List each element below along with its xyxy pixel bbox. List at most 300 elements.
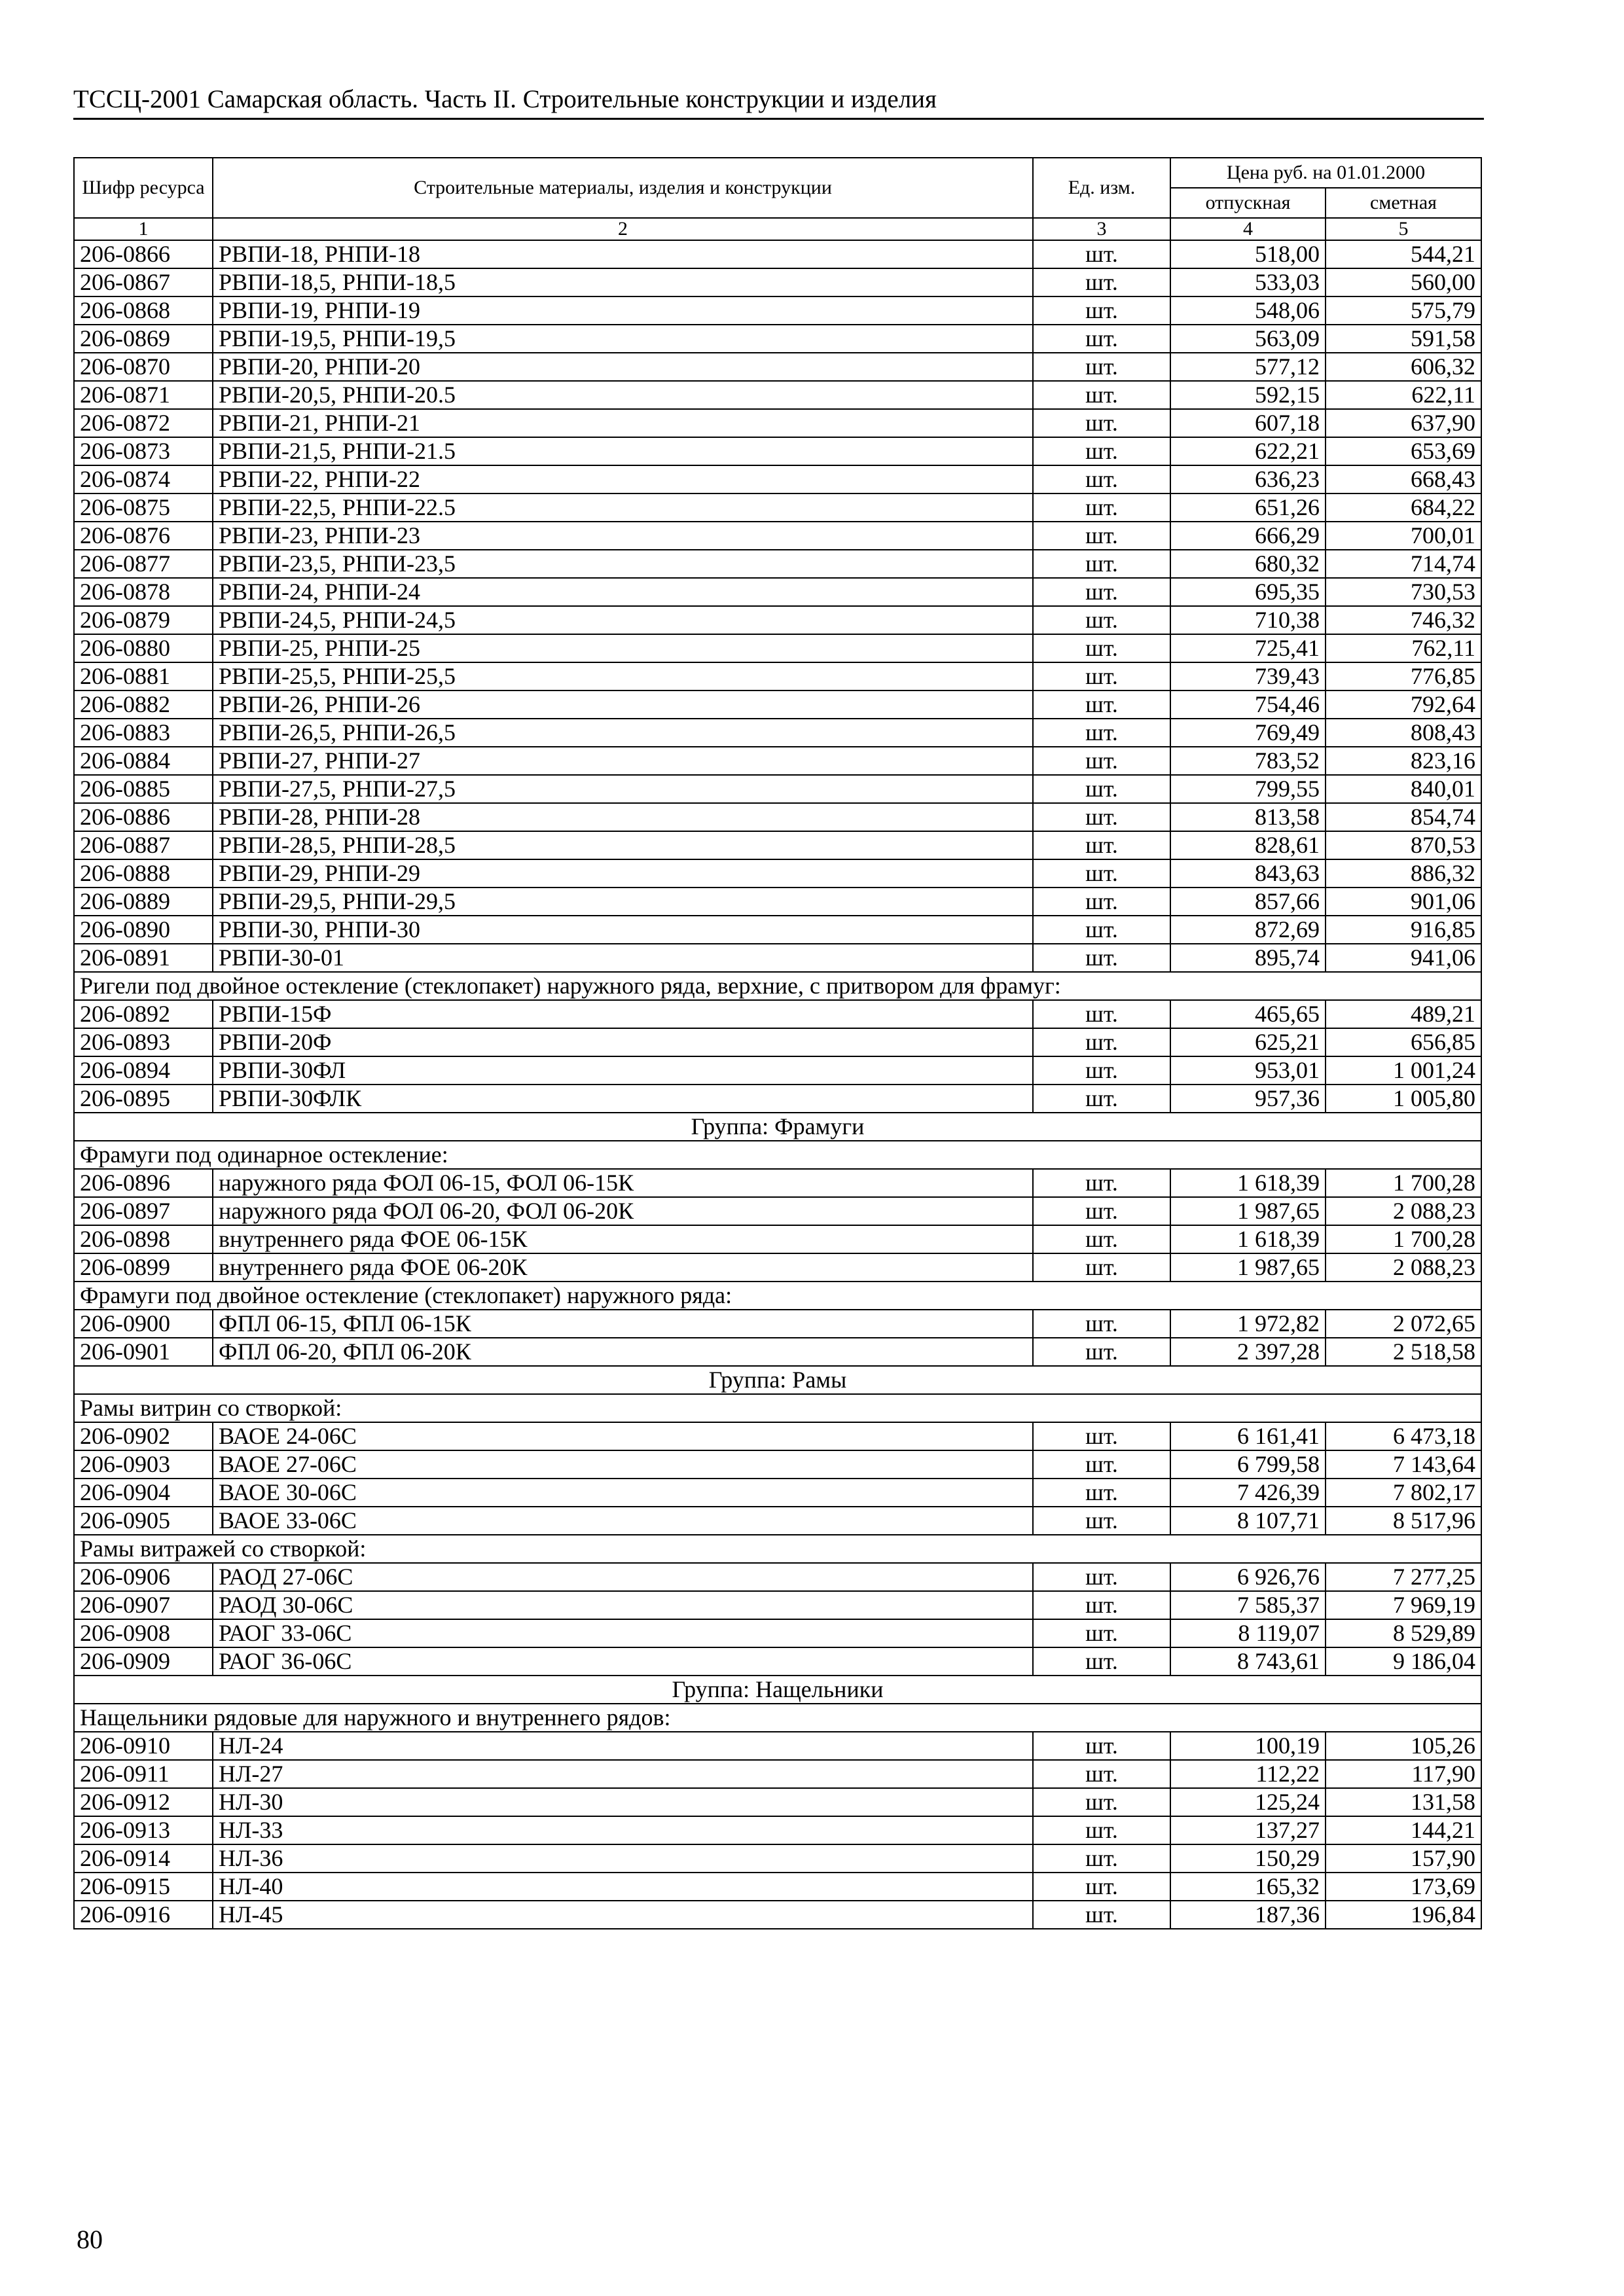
- header-release-price: отпускная: [1170, 188, 1326, 218]
- item-name-cell: РВПИ-25,5, РНПИ-25,5: [213, 662, 1033, 691]
- table-row: [74, 1732, 1481, 1760]
- item-name-cell: НЛ-24: [213, 1732, 1033, 1760]
- estimate-price-cell: 591,58: [1326, 325, 1481, 353]
- release-price-cell: 622,21: [1170, 437, 1326, 465]
- release-price-cell: 799,55: [1170, 775, 1326, 803]
- table-row: [74, 409, 1481, 437]
- estimate-price-cell: 7 802,17: [1326, 1479, 1481, 1507]
- table-row: [74, 1507, 1481, 1535]
- resource-code-cell: 206-0879: [74, 606, 213, 634]
- unit-cell: шт.: [1033, 437, 1170, 465]
- resource-code-cell: 206-0891: [74, 944, 213, 972]
- table-row: [74, 325, 1481, 353]
- release-price-cell: 710,38: [1170, 606, 1326, 634]
- table-row: [74, 634, 1481, 662]
- item-name-cell: наружного ряда ФОЛ 06-15, ФОЛ 06-15К: [213, 1169, 1033, 1197]
- unit-cell: шт.: [1033, 240, 1170, 268]
- release-price-cell: 1 618,39: [1170, 1169, 1326, 1197]
- resource-code-cell: 206-0882: [74, 691, 213, 719]
- resource-code-cell: 206-0916: [74, 1901, 213, 1929]
- unit-cell: шт.: [1033, 1056, 1170, 1085]
- item-name-cell: РВПИ-21,5, РНПИ-21.5: [213, 437, 1033, 465]
- unit-cell: шт.: [1033, 550, 1170, 578]
- estimate-price-cell: 131,58: [1326, 1788, 1481, 1816]
- release-price-cell: 577,12: [1170, 353, 1326, 381]
- unit-cell: шт.: [1033, 1000, 1170, 1028]
- release-price-cell: 592,15: [1170, 381, 1326, 409]
- group-header-row: [74, 1366, 1481, 1394]
- group-title: Группа: Нащельники: [74, 1676, 1481, 1704]
- unit-cell: шт.: [1033, 1450, 1170, 1479]
- unit-cell: шт.: [1033, 1591, 1170, 1619]
- item-name-cell: РАОД 27-06С: [213, 1563, 1033, 1591]
- unit-cell: шт.: [1033, 1816, 1170, 1844]
- resource-code-cell: 206-0909: [74, 1647, 213, 1676]
- unit-cell: шт.: [1033, 268, 1170, 296]
- release-price-cell: 100,19: [1170, 1732, 1326, 1760]
- table-row: [74, 1056, 1481, 1085]
- resource-code-cell: 206-0878: [74, 578, 213, 606]
- unit-cell: шт.: [1033, 775, 1170, 803]
- release-price-cell: 813,58: [1170, 803, 1326, 831]
- unit-cell: шт.: [1033, 409, 1170, 437]
- estimate-price-cell: 776,85: [1326, 662, 1481, 691]
- release-price-cell: 165,32: [1170, 1873, 1326, 1901]
- release-price-cell: 8 743,61: [1170, 1647, 1326, 1676]
- table-row: [74, 268, 1481, 296]
- release-price-cell: 769,49: [1170, 719, 1326, 747]
- table-row: [74, 747, 1481, 775]
- table-body: [74, 240, 1481, 1929]
- item-name-cell: РВПИ-19, РНПИ-19: [213, 296, 1033, 325]
- resource-code-cell: 206-0888: [74, 859, 213, 888]
- unit-cell: шт.: [1033, 859, 1170, 888]
- group-title: Группа: Рамы: [74, 1366, 1481, 1394]
- table-row: [74, 1197, 1481, 1225]
- item-name-cell: ВАОЕ 24-06С: [213, 1422, 1033, 1450]
- release-price-cell: 1 972,82: [1170, 1310, 1326, 1338]
- resource-code-cell: 206-0884: [74, 747, 213, 775]
- release-price-cell: 895,74: [1170, 944, 1326, 972]
- item-name-cell: РВПИ-26,5, РНПИ-26,5: [213, 719, 1033, 747]
- resource-code-cell: 206-0872: [74, 409, 213, 437]
- estimate-price-cell: 823,16: [1326, 747, 1481, 775]
- table-row: [74, 1901, 1481, 1929]
- subsection-title: Ригели под двойное остекление (стеклопакет) наружного ряда, верхние, с притвором для фрамуг:: [74, 972, 1481, 1000]
- resource-code-cell: 206-0877: [74, 550, 213, 578]
- table-row: [74, 803, 1481, 831]
- resource-code-cell: 206-0894: [74, 1056, 213, 1085]
- subsection-row: [74, 1394, 1481, 1422]
- estimate-price-cell: 105,26: [1326, 1732, 1481, 1760]
- release-price-cell: 651,26: [1170, 493, 1326, 522]
- release-price-cell: 953,01: [1170, 1056, 1326, 1085]
- resource-code-cell: 206-0913: [74, 1816, 213, 1844]
- item-name-cell: ФПЛ 06-20, ФПЛ 06-20К: [213, 1338, 1033, 1366]
- unit-cell: шт.: [1033, 493, 1170, 522]
- unit-cell: шт.: [1033, 1901, 1170, 1929]
- unit-cell: шт.: [1033, 522, 1170, 550]
- estimate-price-cell: 1 700,28: [1326, 1225, 1481, 1253]
- estimate-price-cell: 575,79: [1326, 296, 1481, 325]
- item-name-cell: РВПИ-22,5, РНПИ-22.5: [213, 493, 1033, 522]
- resource-code-cell: 206-0897: [74, 1197, 213, 1225]
- resource-code-cell: 206-0880: [74, 634, 213, 662]
- release-price-cell: 680,32: [1170, 550, 1326, 578]
- unit-cell: шт.: [1033, 1225, 1170, 1253]
- item-name-cell: РВПИ-20,5, РНПИ-20.5: [213, 381, 1033, 409]
- item-name-cell: внутреннего ряда ФОЕ 06-15К: [213, 1225, 1033, 1253]
- resource-code-cell: 206-0885: [74, 775, 213, 803]
- table-row: [74, 1000, 1481, 1028]
- release-price-cell: 725,41: [1170, 634, 1326, 662]
- unit-cell: шт.: [1033, 1028, 1170, 1056]
- header-price-group: Цена руб. на 01.01.2000: [1170, 158, 1481, 188]
- estimate-price-cell: 196,84: [1326, 1901, 1481, 1929]
- item-name-cell: РВПИ-28, РНПИ-28: [213, 803, 1033, 831]
- release-price-cell: 843,63: [1170, 859, 1326, 888]
- estimate-price-cell: 6 473,18: [1326, 1422, 1481, 1450]
- estimate-price-cell: 622,11: [1326, 381, 1481, 409]
- release-price-cell: 6 799,58: [1170, 1450, 1326, 1479]
- unit-cell: шт.: [1033, 1619, 1170, 1647]
- resource-code-cell: 206-0870: [74, 353, 213, 381]
- unit-cell: шт.: [1033, 1085, 1170, 1113]
- item-name-cell: НЛ-27: [213, 1760, 1033, 1788]
- release-price-cell: 828,61: [1170, 831, 1326, 859]
- unit-cell: шт.: [1033, 1647, 1170, 1676]
- resource-code-cell: 206-0868: [74, 296, 213, 325]
- resource-code-cell: 206-0908: [74, 1619, 213, 1647]
- release-price-cell: 548,06: [1170, 296, 1326, 325]
- subsection-title: Нащельники рядовые для наружного и внутреннего рядов:: [74, 1704, 1481, 1732]
- release-price-cell: 872,69: [1170, 916, 1326, 944]
- subsection-row: [74, 972, 1481, 1000]
- release-price-cell: 465,65: [1170, 1000, 1326, 1028]
- item-name-cell: РВПИ-27, РНПИ-27: [213, 747, 1033, 775]
- estimate-price-cell: 653,69: [1326, 437, 1481, 465]
- estimate-price-cell: 656,85: [1326, 1028, 1481, 1056]
- estimate-price-cell: 2 072,65: [1326, 1310, 1481, 1338]
- estimate-price-cell: 489,21: [1326, 1000, 1481, 1028]
- estimate-price-cell: 1 001,24: [1326, 1056, 1481, 1085]
- estimate-price-cell: 916,85: [1326, 916, 1481, 944]
- table-row: [74, 1450, 1481, 1479]
- release-price-cell: 137,27: [1170, 1816, 1326, 1844]
- table-row: [74, 1816, 1481, 1844]
- release-price-cell: 695,35: [1170, 578, 1326, 606]
- table-row: [74, 381, 1481, 409]
- resource-code-cell: 206-0904: [74, 1479, 213, 1507]
- subsection-title: Рамы витрин со створкой:: [74, 1394, 1481, 1422]
- release-price-cell: 125,24: [1170, 1788, 1326, 1816]
- item-name-cell: РВПИ-25, РНПИ-25: [213, 634, 1033, 662]
- release-price-cell: 6 161,41: [1170, 1422, 1326, 1450]
- table-row: [74, 1253, 1481, 1282]
- resource-code-cell: 206-0869: [74, 325, 213, 353]
- table-row: [74, 240, 1481, 268]
- estimate-price-cell: 9 186,04: [1326, 1647, 1481, 1676]
- column-number: 1: [74, 218, 213, 240]
- estimate-price-cell: 8 517,96: [1326, 1507, 1481, 1535]
- resource-code-cell: 206-0887: [74, 831, 213, 859]
- release-price-cell: 625,21: [1170, 1028, 1326, 1056]
- unit-cell: шт.: [1033, 1844, 1170, 1873]
- table-row: [74, 1169, 1481, 1197]
- unit-cell: шт.: [1033, 634, 1170, 662]
- unit-cell: шт.: [1033, 803, 1170, 831]
- table-row: [74, 578, 1481, 606]
- table-row: [74, 437, 1481, 465]
- estimate-price-cell: 606,32: [1326, 353, 1481, 381]
- item-name-cell: РВПИ-30ФЛК: [213, 1085, 1033, 1113]
- resource-code-cell: 206-0890: [74, 916, 213, 944]
- group-title: Группа: Фрамуги: [74, 1113, 1481, 1141]
- table-row: [74, 888, 1481, 916]
- subsection-row: [74, 1282, 1481, 1310]
- item-name-cell: РВПИ-23,5, РНПИ-23,5: [213, 550, 1033, 578]
- resource-code-cell: 206-0886: [74, 803, 213, 831]
- table-row: [74, 691, 1481, 719]
- table-row: [74, 353, 1481, 381]
- estimate-price-cell: 7 969,19: [1326, 1591, 1481, 1619]
- release-price-cell: 2 397,28: [1170, 1338, 1326, 1366]
- item-name-cell: РВПИ-18, РНПИ-18: [213, 240, 1033, 268]
- unit-cell: шт.: [1033, 1169, 1170, 1197]
- resource-code-cell: 206-0875: [74, 493, 213, 522]
- resource-code-cell: 206-0901: [74, 1338, 213, 1366]
- resource-code-cell: 206-0893: [74, 1028, 213, 1056]
- unit-cell: шт.: [1033, 578, 1170, 606]
- estimate-price-cell: 700,01: [1326, 522, 1481, 550]
- resource-code-cell: 206-0874: [74, 465, 213, 493]
- estimate-price-cell: 941,06: [1326, 944, 1481, 972]
- item-name-cell: НЛ-33: [213, 1816, 1033, 1844]
- resource-code-cell: 206-0907: [74, 1591, 213, 1619]
- table-row: [74, 1647, 1481, 1676]
- resource-code-cell: 206-0905: [74, 1507, 213, 1535]
- item-name-cell: ВАОЕ 33-06С: [213, 1507, 1033, 1535]
- release-price-cell: 754,46: [1170, 691, 1326, 719]
- release-price-cell: 563,09: [1170, 325, 1326, 353]
- header-estimate-price: сметная: [1326, 188, 1481, 218]
- item-name-cell: НЛ-30: [213, 1788, 1033, 1816]
- column-number: 4: [1170, 218, 1326, 240]
- table-row: [74, 1788, 1481, 1816]
- item-name-cell: НЛ-40: [213, 1873, 1033, 1901]
- table-row: [74, 1760, 1481, 1788]
- unit-cell: шт.: [1033, 1732, 1170, 1760]
- item-name-cell: РВПИ-20, РНПИ-20: [213, 353, 1033, 381]
- release-price-cell: 187,36: [1170, 1901, 1326, 1929]
- table-row: [74, 550, 1481, 578]
- unit-cell: шт.: [1033, 1563, 1170, 1591]
- table-row: [74, 719, 1481, 747]
- item-name-cell: РАОГ 36-06С: [213, 1647, 1033, 1676]
- item-name-cell: РВПИ-29,5, РНПИ-29,5: [213, 888, 1033, 916]
- estimate-price-cell: 762,11: [1326, 634, 1481, 662]
- release-price-cell: 1 618,39: [1170, 1225, 1326, 1253]
- table-row: [74, 944, 1481, 972]
- item-name-cell: РВПИ-27,5, РНПИ-27,5: [213, 775, 1033, 803]
- resource-code-cell: 206-0898: [74, 1225, 213, 1253]
- item-name-cell: РВПИ-22, РНПИ-22: [213, 465, 1033, 493]
- item-name-cell: РАОД 30-06С: [213, 1591, 1033, 1619]
- estimate-price-cell: 854,74: [1326, 803, 1481, 831]
- page-number: 80: [77, 2225, 103, 2254]
- item-name-cell: РВПИ-24,5, РНПИ-24,5: [213, 606, 1033, 634]
- resource-code-cell: 206-0867: [74, 268, 213, 296]
- item-name-cell: внутреннего ряда ФОЕ 06-20К: [213, 1253, 1033, 1282]
- unit-cell: шт.: [1033, 831, 1170, 859]
- release-price-cell: 8 107,71: [1170, 1507, 1326, 1535]
- resource-code-cell: 206-0871: [74, 381, 213, 409]
- header-unit: Ед. изм.: [1033, 158, 1170, 218]
- item-name-cell: РВПИ-23, РНПИ-23: [213, 522, 1033, 550]
- estimate-price-cell: 792,64: [1326, 691, 1481, 719]
- unit-cell: шт.: [1033, 1479, 1170, 1507]
- release-price-cell: 666,29: [1170, 522, 1326, 550]
- estimate-price-cell: 8 529,89: [1326, 1619, 1481, 1647]
- unit-cell: шт.: [1033, 381, 1170, 409]
- estimate-price-cell: 144,21: [1326, 1816, 1481, 1844]
- table-row: [74, 465, 1481, 493]
- release-price-cell: 7 585,37: [1170, 1591, 1326, 1619]
- resource-code-cell: 206-0914: [74, 1844, 213, 1873]
- unit-cell: шт.: [1033, 353, 1170, 381]
- estimate-price-cell: 2 088,23: [1326, 1197, 1481, 1225]
- item-name-cell: РВПИ-30, РНПИ-30: [213, 916, 1033, 944]
- item-name-cell: ВАОЕ 30-06С: [213, 1479, 1033, 1507]
- resource-code-cell: 206-0903: [74, 1450, 213, 1479]
- unit-cell: шт.: [1033, 662, 1170, 691]
- item-name-cell: РВПИ-26, РНПИ-26: [213, 691, 1033, 719]
- subsection-row: [74, 1535, 1481, 1563]
- group-header-row: [74, 1113, 1481, 1141]
- estimate-price-cell: 173,69: [1326, 1873, 1481, 1901]
- estimate-price-cell: 7 277,25: [1326, 1563, 1481, 1591]
- item-name-cell: ФПЛ 06-15, ФПЛ 06-15К: [213, 1310, 1033, 1338]
- item-name-cell: РВПИ-15Ф: [213, 1000, 1033, 1028]
- subsection-title: Фрамуги под одинарное остекление:: [74, 1141, 1481, 1169]
- release-price-cell: 8 119,07: [1170, 1619, 1326, 1647]
- resource-code-cell: 206-0912: [74, 1788, 213, 1816]
- table-row: [74, 1422, 1481, 1450]
- unit-cell: шт.: [1033, 944, 1170, 972]
- unit-cell: шт.: [1033, 916, 1170, 944]
- resource-code-cell: 206-0910: [74, 1732, 213, 1760]
- item-name-cell: НЛ-36: [213, 1844, 1033, 1873]
- unit-cell: шт.: [1033, 465, 1170, 493]
- estimate-price-cell: 637,90: [1326, 409, 1481, 437]
- price-table: [73, 157, 1482, 1929]
- resource-code-cell: 206-0892: [74, 1000, 213, 1028]
- release-price-cell: 112,22: [1170, 1760, 1326, 1788]
- table-row: [74, 296, 1481, 325]
- column-number: 3: [1033, 218, 1170, 240]
- estimate-price-cell: 7 143,64: [1326, 1450, 1481, 1479]
- header-name: Строительные материалы, изделия и конструкции: [213, 158, 1033, 218]
- table-row: [74, 1591, 1481, 1619]
- table-row: [74, 522, 1481, 550]
- unit-cell: шт.: [1033, 691, 1170, 719]
- item-name-cell: РВПИ-29, РНПИ-29: [213, 859, 1033, 888]
- unit-cell: шт.: [1033, 888, 1170, 916]
- release-price-cell: 518,00: [1170, 240, 1326, 268]
- unit-cell: шт.: [1033, 296, 1170, 325]
- estimate-price-cell: 840,01: [1326, 775, 1481, 803]
- release-price-cell: 636,23: [1170, 465, 1326, 493]
- estimate-price-cell: 117,90: [1326, 1760, 1481, 1788]
- subsection-title: Фрамуги под двойное остекление (стеклопакет) наружного ряда:: [74, 1282, 1481, 1310]
- item-name-cell: РВПИ-21, РНПИ-21: [213, 409, 1033, 437]
- release-price-cell: 607,18: [1170, 409, 1326, 437]
- estimate-price-cell: 544,21: [1326, 240, 1481, 268]
- resource-code-cell: 206-0911: [74, 1760, 213, 1788]
- resource-code-cell: 206-0866: [74, 240, 213, 268]
- unit-cell: шт.: [1033, 1422, 1170, 1450]
- resource-code-cell: 206-0902: [74, 1422, 213, 1450]
- table-row: [74, 859, 1481, 888]
- estimate-price-cell: 730,53: [1326, 578, 1481, 606]
- resource-code-cell: 206-0900: [74, 1310, 213, 1338]
- release-price-cell: 957,36: [1170, 1085, 1326, 1113]
- resource-code-cell: 206-0899: [74, 1253, 213, 1282]
- estimate-price-cell: 901,06: [1326, 888, 1481, 916]
- estimate-price-cell: 870,53: [1326, 831, 1481, 859]
- unit-cell: шт.: [1033, 606, 1170, 634]
- table-row: [74, 1563, 1481, 1591]
- estimate-price-cell: 1 005,80: [1326, 1085, 1481, 1113]
- unit-cell: шт.: [1033, 1873, 1170, 1901]
- page-header: ТССЦ-2001 Самарская область. Часть II. Строительные конструкции и изделия: [73, 84, 1484, 120]
- unit-cell: шт.: [1033, 719, 1170, 747]
- item-name-cell: РАОГ 33-06С: [213, 1619, 1033, 1647]
- estimate-price-cell: 746,32: [1326, 606, 1481, 634]
- unit-cell: шт.: [1033, 1507, 1170, 1535]
- item-name-cell: РВПИ-19,5, РНПИ-19,5: [213, 325, 1033, 353]
- table-row: [74, 1619, 1481, 1647]
- table-row: [74, 662, 1481, 691]
- unit-cell: шт.: [1033, 1310, 1170, 1338]
- estimate-price-cell: 668,43: [1326, 465, 1481, 493]
- table-row: [74, 1338, 1481, 1366]
- table-row: [74, 831, 1481, 859]
- resource-code-cell: 206-0876: [74, 522, 213, 550]
- item-name-cell: РВПИ-30ФЛ: [213, 1056, 1033, 1085]
- estimate-price-cell: 2 088,23: [1326, 1253, 1481, 1282]
- column-number: 5: [1326, 218, 1481, 240]
- release-price-cell: 1 987,65: [1170, 1253, 1326, 1282]
- resource-code-cell: 206-0873: [74, 437, 213, 465]
- estimate-price-cell: 684,22: [1326, 493, 1481, 522]
- unit-cell: шт.: [1033, 1760, 1170, 1788]
- item-name-cell: ВАОЕ 27-06С: [213, 1450, 1033, 1479]
- item-name-cell: РВПИ-28,5, РНПИ-28,5: [213, 831, 1033, 859]
- resource-code-cell: 206-0896: [74, 1169, 213, 1197]
- release-price-cell: 783,52: [1170, 747, 1326, 775]
- unit-cell: шт.: [1033, 1338, 1170, 1366]
- release-price-cell: 533,03: [1170, 268, 1326, 296]
- table-row: [74, 493, 1481, 522]
- release-price-cell: 1 987,65: [1170, 1197, 1326, 1225]
- item-name-cell: РВПИ-18,5, РНПИ-18,5: [213, 268, 1033, 296]
- resource-code-cell: 206-0906: [74, 1563, 213, 1591]
- table-row: [74, 1085, 1481, 1113]
- item-name-cell: РВПИ-24, РНПИ-24: [213, 578, 1033, 606]
- estimate-price-cell: 2 518,58: [1326, 1338, 1481, 1366]
- resource-code-cell: 206-0881: [74, 662, 213, 691]
